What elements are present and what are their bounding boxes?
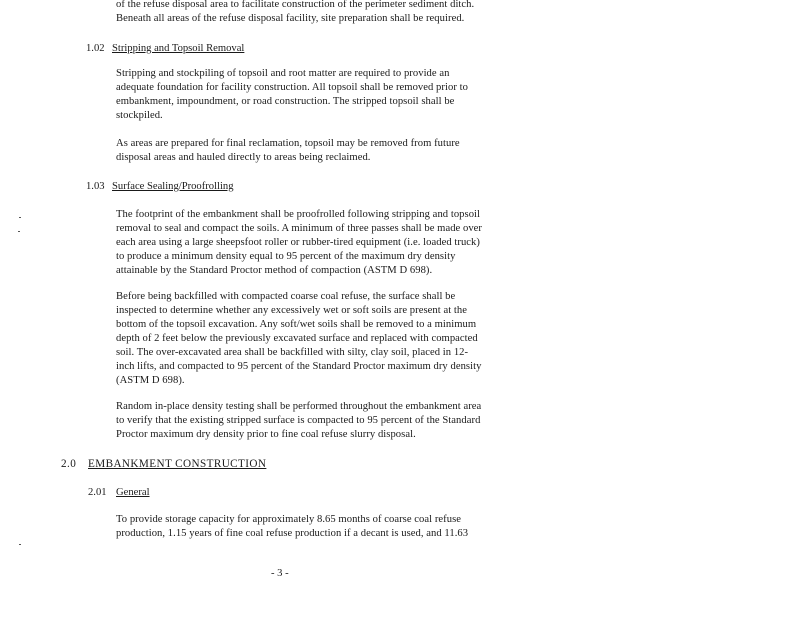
paragraph-line: soil. The over-excavated area shall be backfilled with silty, clay soil, placed in 12- — [116, 347, 469, 358]
section-title: Surface Sealing/Proofrolling — [112, 181, 234, 192]
paragraph-line: (ASTM D 698). — [116, 375, 185, 386]
paragraph-line: attainable by the Standard Proctor method of compaction (ASTM D 698). — [116, 265, 433, 276]
paragraph-line: to verify that the existing stripped surface is compacted to 95 percent of the Standard — [116, 415, 481, 426]
paragraph-line: embankment, impoundment, or road construction. The stripped topsoil shall be — [116, 96, 455, 107]
section-heading-2-0 — [61, 457, 266, 471]
paragraph-line: inspected to determine whether any excessively wet or soft soils are present at the — [116, 305, 467, 316]
paragraph-line: Stripping and stockpiling of topsoil and root matter are required to provide an — [116, 68, 450, 79]
paragraph-line: production, 1.15 years of fine coal refuse production if a decant is used, and 11.63 — [116, 528, 469, 539]
section-title: Stripping and Topsoil Removal — [112, 43, 245, 54]
paragraph-line: stockpiled. — [116, 110, 163, 121]
section-heading-1-03 — [86, 180, 234, 194]
section-title: General — [116, 487, 150, 498]
intro-line: Beneath all areas of the refuse disposal facility, site preparation shall be required. — [116, 13, 465, 24]
section-number: 1.02 — [86, 43, 105, 54]
paragraph-line: The footprint of the embankment shall be proofrolled following stripping and topsoil — [116, 209, 481, 220]
section-heading-2-01 — [88, 486, 150, 500]
paragraph-line: Proctor maximum dry density prior to fine coal refuse slurry disposal. — [116, 429, 416, 440]
intro-line: of the refuse disposal area to facilitate construction of the perimeter sediment ditch. — [116, 0, 475, 10]
paragraph-line: adequate foundation for facility construction. All topsoil shall be removed prior to — [116, 82, 468, 93]
paragraph-line: disposal areas and hauled directly to areas being reclaimed. — [116, 152, 371, 163]
scan-speck — [18, 231, 20, 232]
paragraph-line: Random in-place density testing shall be performed throughout the embankment area — [116, 401, 482, 412]
paragraph-line: Before being backfilled with compacted coarse coal refuse, the surface shall be — [116, 291, 456, 302]
section-number: 1.03 — [86, 181, 105, 192]
paragraph-line: each area using a large sheepsfoot roller or rubber-tired equipment (i.e. loaded truck) — [116, 237, 480, 248]
page-number: - 3 - — [271, 568, 289, 579]
section-number: 2.0 — [61, 458, 77, 470]
paragraph-line: bottom of the topsoil excavation. Any soft/wet soils shall be removed to a minimum — [116, 319, 477, 330]
paragraph-line: To provide storage capacity for approximately 8.65 months of coarse coal refuse — [116, 514, 462, 525]
section-heading-1-02 — [86, 42, 244, 56]
paragraph-line: to produce a minimum density equal to 95 percent of the maximum dry density — [116, 251, 456, 262]
paragraph-line: inch lifts, and compacted to 95 percent of the Standard Proctor maximum dry density — [116, 361, 482, 372]
paragraph-line: As areas are prepared for final reclamation, topsoil may be removed from future — [116, 138, 460, 149]
paragraph-line: removal to seal and compact the soils. A minimum of three passes shall be made over — [116, 223, 483, 234]
scan-speck — [19, 217, 21, 218]
section-title: EMBANKMENT CONSTRUCTION — [88, 458, 267, 470]
paragraph-line: depth of 2 feet below the previously excavated surface and replaced with compacted — [116, 333, 478, 344]
section-number: 2.01 — [88, 487, 107, 498]
scan-speck — [19, 544, 21, 545]
